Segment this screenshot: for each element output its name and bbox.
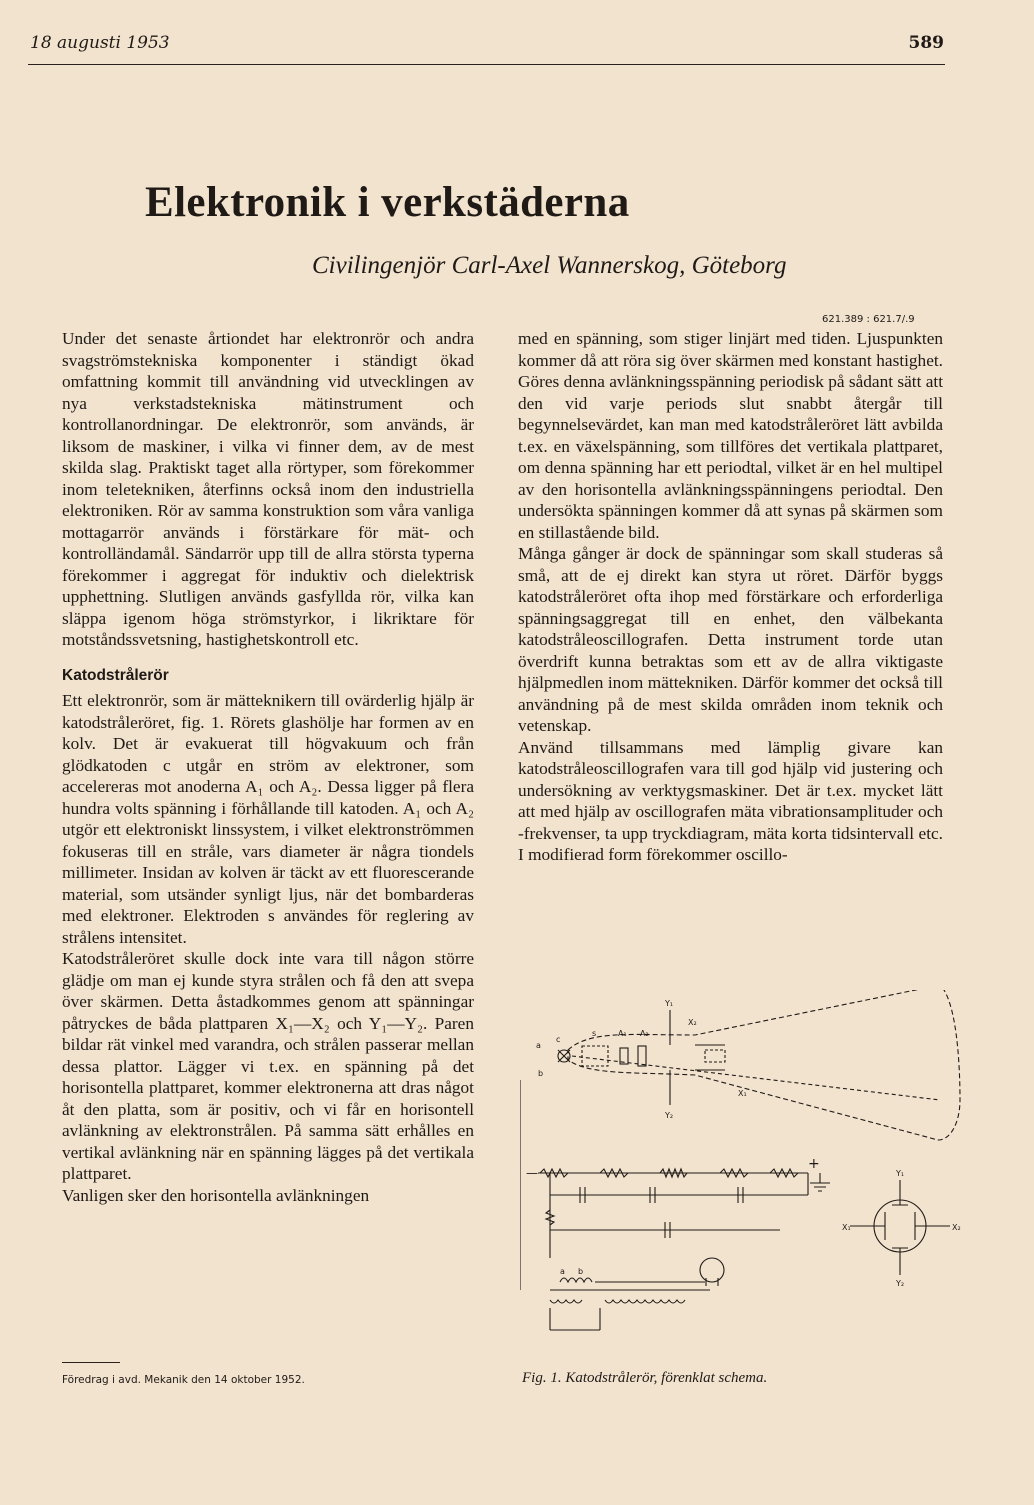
crt-envelope bbox=[568, 990, 960, 1140]
transformer-primary bbox=[560, 1278, 705, 1282]
label-plus: + bbox=[808, 1156, 820, 1172]
control-grid-s bbox=[582, 1046, 608, 1066]
ground-symbol bbox=[810, 1173, 830, 1191]
plate-x bbox=[705, 1050, 725, 1062]
intro-paragraph: Under det senaste årtiondet har elektronrör och andra svagströmstekniska komponenter i ständigt ökad omfattning kommit till användning vid utvecklingen av nya verkstadstekniska mätinstrument och kontrollanordningar. De elektronrör, som används, är liksom de maskiner, i vilka vi finner dem, av de mest skilda slag. Praktiskt taget alla rörtyper, som förekommer inom teletekniken, återfinns också inom den industriella elektroniken. Rör av samma konstruktion som våra vanliga mottagarrör används i förstärkare för mät- och kontrolländamål. Sändarrör upp till de allra största typerna förekommer i aggregat för induktiv och dielektrisk upphettning. Slutligen används gasfyllda rör, vilka kan släppa igenom höga strömstyrkor, i likriktare för motståndssvetsning, hastighetskontroll etc. bbox=[62, 329, 474, 649]
label-b-bottom: b bbox=[578, 1267, 584, 1276]
header-page-number: 589 bbox=[908, 33, 944, 53]
label-x2-small: X₂ bbox=[952, 1223, 961, 1232]
right-paragraph-2: Många gånger är dock de spänningar som skall studeras så små, att de ej direkt kan styra ut röret. Därför byggs katodstråleröret ofta ihop med förstärkare och erforderliga spänningsaggregat till en enhet, den välbekanta katodstråleoscillografen. Detta instrument torde utan överdrift kunna betraktas som ett av de allra viktigaste hjälpmedlen inom mättekniken. Därför kommer det också till användning på de mest skilda områden inom teknik och vetenskap. bbox=[518, 544, 943, 735]
header-date: 18 augusti 1953 bbox=[30, 33, 170, 53]
label-a2: A₂ bbox=[640, 1029, 649, 1038]
left-paragraph-3: Vanligen sker den horisontella avlänkningen bbox=[62, 1185, 370, 1205]
label-x1-small: X₁ bbox=[842, 1223, 851, 1232]
header-rule bbox=[28, 64, 945, 65]
rectifier-tube bbox=[700, 1258, 724, 1282]
label-s: s bbox=[592, 1029, 597, 1038]
udc-classification: 621.389 : 621.7/.9 bbox=[822, 314, 915, 325]
label-a-bottom: a bbox=[560, 1267, 565, 1276]
section-heading: Katodstrålerör bbox=[62, 666, 169, 684]
article-author: Civilingenjör Carl-Axel Wannerskog, Göteborg bbox=[312, 252, 787, 279]
electron-beam bbox=[572, 1056, 940, 1100]
article-title: Elektronik i verkstäderna bbox=[145, 179, 630, 226]
label-a1: A₁ bbox=[618, 1029, 627, 1038]
anode-a2 bbox=[638, 1046, 646, 1066]
label-b-top: b bbox=[538, 1069, 544, 1078]
label-a-top: a bbox=[536, 1041, 541, 1050]
label-minus: — bbox=[526, 1166, 538, 1180]
label-y2-top: Y₂ bbox=[665, 1111, 674, 1120]
footnote: Föredrag i avd. Mekanik den 14 oktober 1952. bbox=[62, 1374, 305, 1386]
right-paragraph-1: med en spänning, som stiger linjärt med tiden. Ljuspunkten kommer då att röra sig över skärmen med konstant hastighet. Göres denna avlänkningsspänning periodisk på sådant sätt att den vid varje periods slut snabbt återgår till begynnelsevärdet, kan man med katodstråleröret lätt avbilda t.ex. en växelspänning, som tillföres det vertikala plattparet, om denna spänning har ett periodtal, vilket är en hel multipel av den horisontella avlänkningsspänningens periodtal. Den undersökta spänningen kommer då att synas på skärmen som en stillastående bild. bbox=[518, 329, 943, 542]
label-y1-small: Y₁ bbox=[896, 1169, 905, 1178]
footnote-rule bbox=[62, 1362, 120, 1363]
figure-schematic bbox=[520, 990, 970, 1340]
right-column bbox=[518, 328, 943, 866]
left-column bbox=[62, 328, 474, 1206]
right-paragraph-3: Använd tillsammans med lämplig givare kan katodstråleoscillografen vara till god hjälp vid justering och undersökning av verktygsmaskiner. Det är t.ex. mycket lätt att med hjälp av oscillografen mäta vibrationsamplituder och -frekvenser, ta upp tryckdiagram, mäta korta tidsintervall etc. I modifierad form förekommer oscillo- bbox=[518, 737, 943, 864]
left-paragraph-2: Katodstråleröret skulle dock inte vara till någon större glädje om man ej kunde styra strålen och få den att svepa över skärmen. Detta åstadkommes genom att spänningar påtryckes de båda plattparen X₁—X₂ och Y₁—Y₂. Paren bildar rät vinkel med varandra, och strålen passerar mellan dessa plattor. Lägger vi t.ex. en spänning på det horisontella plattparet, kommer elektronerna att dras något åt den platta, som är positiv, och vi får en horisontell avlänkning av elektronstrålen. På samma sätt erhålles en vertikal avlänkning när en spänning lägges på det vertikala plattparet. bbox=[62, 949, 474, 1183]
label-y1-top: Y₁ bbox=[665, 999, 674, 1008]
transformer-secondary bbox=[550, 1300, 685, 1303]
label-x2-top: X₂ bbox=[688, 1018, 697, 1027]
figure-caption: Fig. 1. Katodstrålerör, förenklat schema. bbox=[522, 1370, 768, 1386]
label-c: c bbox=[556, 1035, 561, 1044]
label-y2-small: Y₂ bbox=[896, 1279, 905, 1288]
left-paragraph-1: Ett elektronrör, som är mätteknikern till ovärderlig hjälp är katodstråleröret, fig. 1. Rörets glashölje har formen av en kolv. Det är evakuerat till högvakuum och från glödkatoden c utgår en ström av elektroner, som accelereras mot anoderna A₁ och A₂. Dessa ligger på flera hundra volts spänning i förhållande till katoden. A₁ och A₂ utgör ett elektroniskt linssystem, i vilket elektronströmmen fokuseras till en stråle, vars diameter är några tiondels millimeter. Insidan av kolven är täckt av ett fluorescerande material, som utsänder synligt ljus, när det bombarderas med elektroner. Elektroden s användes för reglering av strålens intensitet. bbox=[62, 691, 474, 947]
label-x1-top: X₁ bbox=[738, 1089, 747, 1098]
